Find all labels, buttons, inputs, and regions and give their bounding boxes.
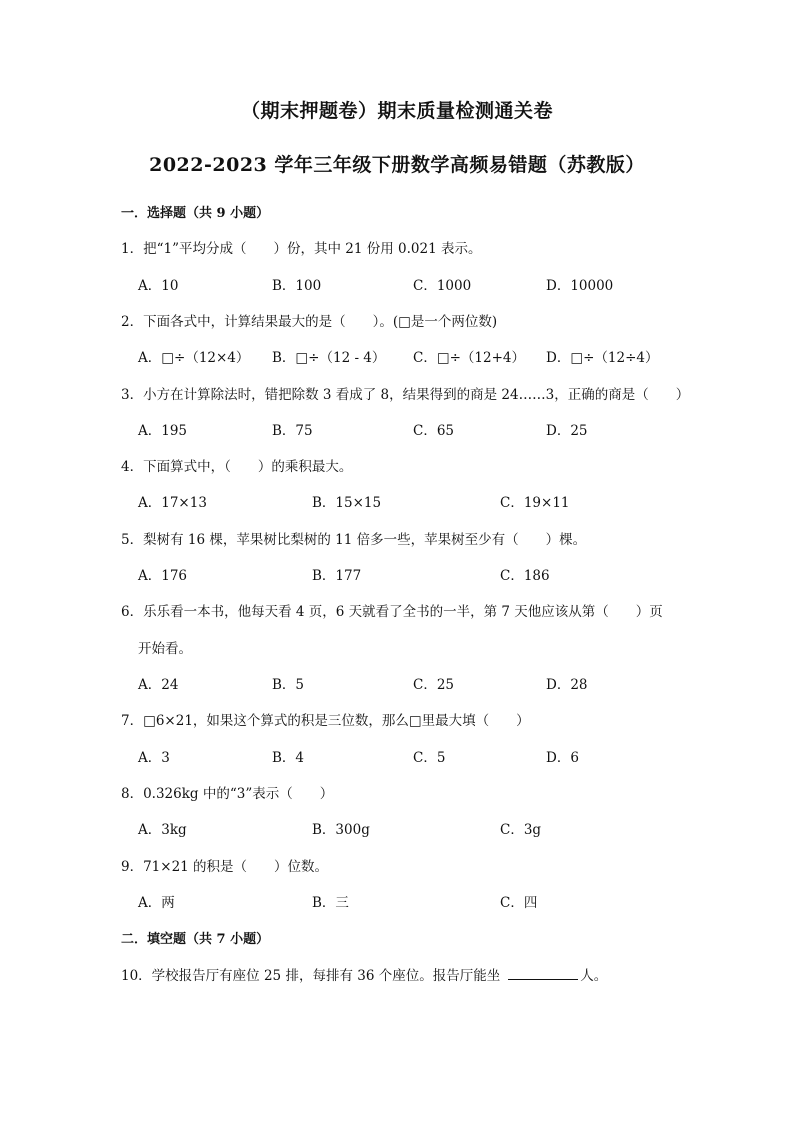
question-2: 2．下面各式中，计算结果最大的是（ ）。(□是一个两位数) [121,314,498,330]
question-4: 4．下面算式中，（ ）的乘积最大。 [121,459,353,475]
option-c: C．65 [413,423,455,439]
question-3: 3．小方在计算除法时，错把除数 3 看成了 8，结果得到的商是 24……3，正确的商是（ ） [121,387,690,403]
options-row-5 [138,564,738,582]
option-b: B．75 [272,423,313,439]
option-d: D．10000 [546,278,614,294]
option-b: B．三 [312,895,349,911]
option-b: B．100 [272,278,322,294]
option-c: C．186 [500,568,550,584]
question-10-text: 10．学校报告厅有座位 25 排，每排有 36 个座位。报告厅能坐 [121,968,501,984]
options-row-7 [138,746,738,764]
option-b: B．177 [312,568,362,584]
option-b: B．300g [312,822,370,838]
options-row-8 [138,818,738,836]
option-c: C．□÷（12+4） [413,350,525,366]
option-c: C．1000 [413,278,472,294]
option-a: A．17×13 [138,495,207,511]
option-b: B．□÷（12 - 4） [272,350,386,366]
option-d: D．6 [546,750,579,766]
question-9: 9．71×21 的积是（ ）位数。 [121,859,329,875]
option-d: D．□÷（12÷4） [546,350,659,366]
question-5: 5．梨树有 16 棵，苹果树比梨树的 11 倍多一些，苹果树至少有（ ）棵。 [121,532,587,548]
document-title: （期末押题卷）期末质量检测通关卷 [240,100,553,122]
option-c: C．3g [500,822,542,838]
option-a: A．24 [138,677,179,693]
options-row-3 [138,419,738,437]
options-row-1 [138,274,738,292]
option-a: A．176 [138,568,188,584]
options-row-4 [138,491,738,509]
option-a: A．10 [138,278,179,294]
question-8: 8．0.326kg 中的“3”表示（ ） [121,786,334,802]
question-6: 6．乐乐看一本书，他每天看 4 页，6 天就看了全书的一半，第 7 天他应该从第（ ）页 [121,604,663,620]
option-a: A．两 [138,895,175,911]
option-c: C．19×11 [500,495,570,511]
option-a: A．195 [138,423,188,439]
option-d: D．25 [546,423,588,439]
option-c: C．5 [413,750,446,766]
question-7: 7．□6×21，如果这个算式的积是三位数，那么□里最大填（ ） [121,713,530,729]
question-10-suffix: 人。 [580,968,608,984]
section-heading-fill: 二．填空题（共 7 小题） [121,932,270,947]
option-b: B．5 [272,677,305,693]
answer-blank[interactable] [508,966,578,980]
question-1: 1．把“1”平均分成（ ）份，其中 21 份用 0.021 表示。 [121,241,482,257]
options-row-9 [138,891,738,909]
question-6-continuation: 开始看。 [138,641,192,657]
option-b: B．15×15 [312,495,382,511]
option-c: C．25 [413,677,455,693]
option-d: D．28 [546,677,588,693]
options-row-2 [138,346,738,364]
option-a: A．3kg [138,822,187,838]
document-subtitle: 2022-2023 学年三年级下册数学高频易错题（苏教版） [149,154,645,176]
options-row-6 [138,673,738,691]
option-b: B．4 [272,750,305,766]
option-c: C．四 [500,895,538,911]
question-10 [121,964,607,984]
option-a: A．3 [138,750,170,766]
section-heading-choice: 一．选择题（共 9 小题） [121,206,270,221]
option-a: A．□÷（12×4） [138,350,250,366]
